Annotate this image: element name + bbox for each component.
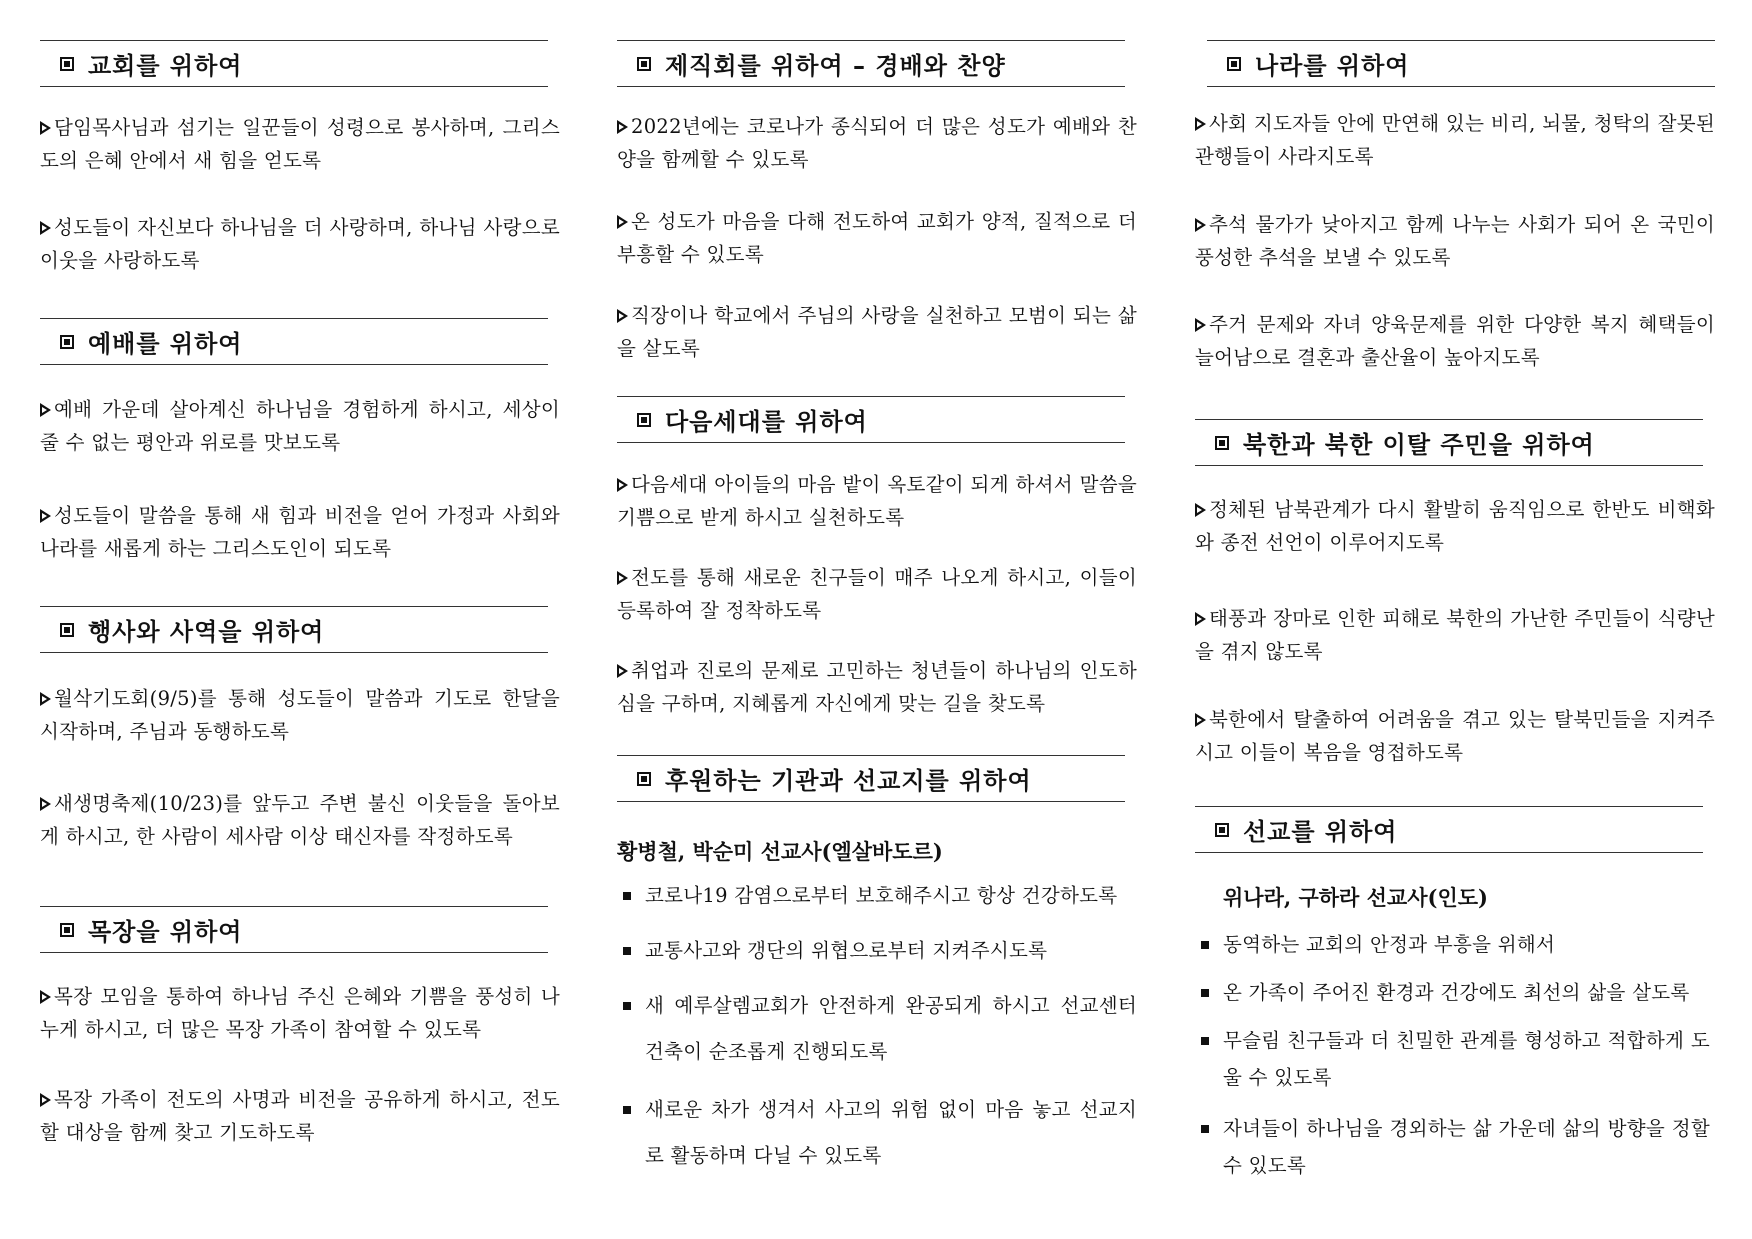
mission-bullet-item: 새로운 차가 생겨서 사고의 위험 없이 마음 놓고 선교지로 활동하며 다닐 수 있도록 [617,1087,1137,1179]
prayer-item: 예배 가운데 살아계신 하나님을 경험하게 하시고, 세상이 줄 수 없는 평안과 위로를 맛보도록 [40,398,560,454]
mission-bullet-item: 교통사고와 갱단의 위협으로부터 지켜주시도록 [617,928,1137,974]
section-header [40,318,548,365]
section-missions [1195,806,1703,853]
section-header [1207,40,1715,87]
square-bullet-icon [60,623,74,637]
triangle-bullet-icon [40,692,51,706]
prayer-item: 목장 모임을 통하여 하나님 주신 은혜와 기쁨을 풍성히 나누게 하시고, 더 많은 목장 가족이 참여할 수 있도록 [40,985,560,1041]
prayer-item: 다음세대 아이들의 마음 밭이 옥토같이 되게 하셔서 말씀을 기쁨으로 받게 하시고 실천하도록 [617,473,1137,529]
prayer-item: 사회 지도자들 안에 만연해 있는 비리, 뇌물, 청탁의 잘못된 관행들이 사라지도록 [1195,112,1715,168]
section-header [617,40,1125,87]
prayer-item: 새생명축제(10/23)를 앞두고 주변 불신 이웃들을 돌아보게 하시고, 한 사람이 세사람 이상 태신자를 작정하도록 [40,792,560,848]
square-bullet-icon [637,413,651,427]
square-bullet-icon [623,892,631,900]
square-bullet-icon [1215,823,1229,837]
prayer-item: 전도를 통해 새로운 친구들이 매주 나오게 하시고, 이들이 등록하여 잘 정착하도록 [617,566,1137,622]
prayer-item: 취업과 진로의 문제로 고민하는 청년들이 하나님의 인도하심을 구하며, 지혜롭게 자신에게 맞는 길을 찾도록 [617,659,1137,715]
square-bullet-icon [1201,1037,1209,1045]
section-header [617,396,1125,443]
section-events [40,606,548,653]
section-next-generation [617,396,1125,443]
triangle-bullet-icon [1195,612,1206,626]
triangle-bullet-icon [1195,503,1206,517]
section-header [1195,419,1703,466]
section-church [40,40,548,87]
triangle-bullet-icon [617,571,628,585]
section-title: 제직회를 위하여 – 경배와 찬양 [665,52,1006,80]
section-nation [1207,40,1715,87]
square-bullet-icon [637,772,651,786]
triangle-bullet-icon [617,309,628,323]
square-bullet-icon [623,947,631,955]
prayer-item: 직장이나 학교에서 주님의 사랑을 실천하고 모범이 되는 삶을 살도록 [617,304,1137,360]
prayer-item: 월삭기도회(9/5)를 통해 성도들이 말씀과 기도로 한달을 시작하며, 주님과 동행하도록 [40,687,560,743]
section-title: 목장을 위하여 [88,918,243,946]
section-header [40,606,548,653]
prayer-item: 담임목사님과 섬기는 일꾼들이 성령으로 봉사하며, 그리스도의 은혜 안에서 새 힘을 얻도록 [40,116,560,172]
square-bullet-icon [623,1002,631,1010]
section-title: 다음세대를 위하여 [665,408,868,436]
section-worship [40,318,548,365]
mission-bullet-item: 새 예루살렘교회가 안전하게 완공되게 하시고 선교센터 건축이 순조롭게 진행되도록 [617,983,1137,1075]
prayer-item: 정체된 남북관계가 다시 활발히 움직임으로 한반도 비핵화와 종전 선언이 이루어지도록 [1195,498,1715,554]
section-supported-missions [617,755,1125,802]
prayer-item: 성도들이 말씀을 통해 새 힘과 비전을 얻어 가정과 사회와 나라를 새롭게 하는 그리스도인이 되도록 [40,504,560,560]
square-bullet-icon [637,57,651,71]
mission-bullet-item: 온 가족이 주어진 환경과 건강에도 최선의 삶을 살도록 [1195,974,1710,1011]
section-north-korea [1195,419,1703,466]
section-cell-group [40,906,548,953]
missionary-name: 황병철, 박순미 선교사(엘살바도르) [617,839,943,864]
square-bullet-icon [1201,1125,1209,1133]
triangle-bullet-icon [1195,117,1206,131]
square-bullet-icon [1201,941,1209,949]
section-header [40,906,548,953]
section-title: 선교를 위하여 [1243,818,1398,846]
prayer-item: 온 성도가 마음을 다해 전도하여 교회가 양적, 질적으로 더 부흥할 수 있도록 [617,210,1137,266]
section-deacons [617,40,1125,87]
triangle-bullet-icon [617,478,628,492]
square-bullet-icon [60,335,74,349]
triangle-bullet-icon [1195,218,1206,232]
prayer-item: 추석 물가가 낮아지고 함께 나누는 사회가 되어 온 국민이 풍성한 추석을 보낼 수 있도록 [1195,213,1715,269]
triangle-bullet-icon [617,215,628,229]
triangle-bullet-icon [40,121,51,135]
section-title: 후원하는 기관과 선교지를 위하여 [665,767,1032,795]
triangle-bullet-icon [1195,318,1206,332]
prayer-item: 2022년에는 코로나가 종식되어 더 많은 성도가 예배와 찬양을 함께할 수 있도록 [617,115,1137,171]
section-header [617,755,1125,802]
section-title: 나라를 위하여 [1255,52,1410,80]
square-bullet-icon [60,57,74,71]
square-bullet-icon [623,1106,631,1114]
triangle-bullet-icon [1195,713,1206,727]
triangle-bullet-icon [617,664,628,678]
mission-bullet-item: 동역하는 교회의 안정과 부흥을 위해서 [1195,926,1710,963]
mission-bullet-item: 자녀들이 하나님을 경외하는 삶 가운데 삶의 방향을 정할 수 있도록 [1195,1110,1710,1184]
triangle-bullet-icon [40,797,51,811]
triangle-bullet-icon [40,221,51,235]
mission-bullet-item: 무슬림 친구들과 더 친밀한 관계를 형성하고 적합하게 도울 수 있도록 [1195,1022,1710,1096]
square-bullet-icon [1215,436,1229,450]
section-title: 북한과 북한 이탈 주민을 위하여 [1243,431,1595,459]
triangle-bullet-icon [40,509,51,523]
section-header [1195,806,1703,853]
triangle-bullet-icon [40,403,51,417]
prayer-item: 목장 가족이 전도의 사명과 비전을 공유하게 하시고, 전도할 대상을 함께 찾고 기도하도록 [40,1088,560,1144]
section-title: 행사와 사역을 위하여 [88,618,325,646]
mission-bullet-item: 코로나19 감염으로부터 보호해주시고 항상 건강하도록 [617,873,1137,919]
prayer-item: 주거 문제와 자녀 양육문제를 위한 다양한 복지 혜택들이 늘어남으로 결혼과 출산율이 높아지도록 [1195,313,1715,369]
triangle-bullet-icon [617,120,628,134]
section-title: 예배를 위하여 [88,330,243,358]
triangle-bullet-icon [40,1093,51,1107]
prayer-item: 북한에서 탈출하여 어려움을 겪고 있는 탈북민들을 지켜주시고 이들이 복음을 영접하도록 [1195,708,1715,764]
prayer-item: 성도들이 자신보다 하나님을 더 사랑하며, 하나님 사랑으로 이웃을 사랑하도록 [40,216,560,272]
triangle-bullet-icon [40,990,51,1004]
square-bullet-icon [1201,989,1209,997]
section-header [40,40,548,87]
square-bullet-icon [1227,57,1241,71]
prayer-item: 태풍과 장마로 인한 피해로 북한의 가난한 주민들이 식량난을 겪지 않도록 [1195,607,1715,663]
missionary-name: 위나라, 구하라 선교사(인도) [1223,885,1488,910]
square-bullet-icon [60,923,74,937]
section-title: 교회를 위하여 [88,52,243,80]
